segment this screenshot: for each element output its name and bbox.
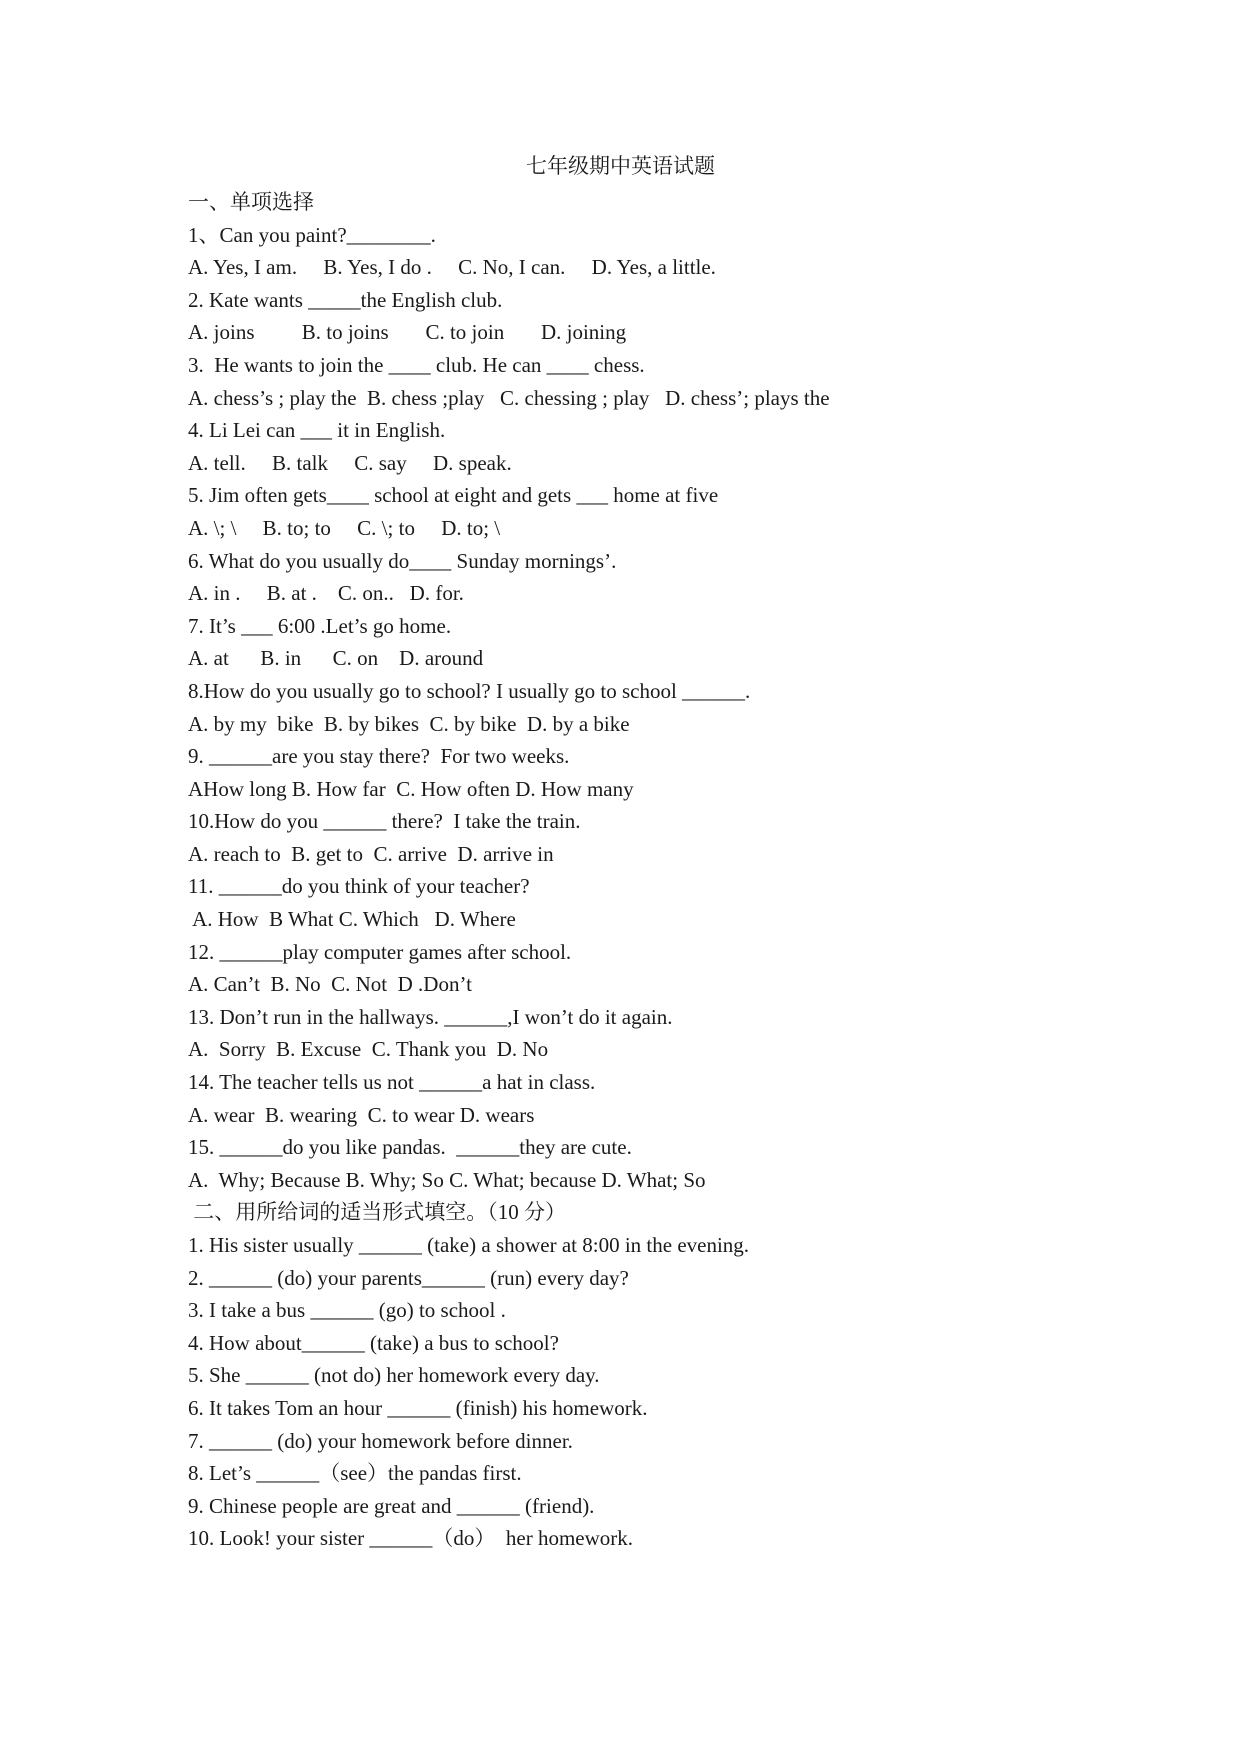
question-line: 3. I take a bus ______ (go) to school . bbox=[188, 1298, 506, 1323]
question-line: 14. The teacher tells us not ______a hat in class. bbox=[188, 1070, 596, 1095]
section2-questions bbox=[188, 1229, 1148, 1555]
question-line: 6. It takes Tom an hour ______ (finish) his homework. bbox=[188, 1395, 648, 1420]
question-line: A. by my bike B. by bikes C. by bike D. by a bike bbox=[188, 711, 630, 736]
question-line: 9. Chinese people are great and ______ (friend). bbox=[188, 1493, 595, 1518]
question-line: A. tell. B. talk C. say D. speak. bbox=[188, 450, 512, 475]
question-line: 5. Jim often gets____ school at eight and gets ___ home at five bbox=[188, 483, 719, 508]
question-line: 4. Li Lei can ___ it in English. bbox=[188, 418, 446, 443]
question-line: 7. It’s ___ 6:00 .Let’s go home. bbox=[188, 613, 452, 638]
question-line: 2. Kate wants _____the English club. bbox=[188, 287, 503, 312]
question-line: 6. What do you usually do____ Sunday mornings’. bbox=[188, 548, 617, 573]
question-line: A. reach to B. get to C. arrive D. arrive in bbox=[188, 841, 554, 866]
question-line: 10. Look! your sister ______（do） her homework. bbox=[188, 1526, 634, 1551]
exam-title: 七年级期中英语试题 bbox=[526, 154, 715, 178]
question-line: 7. ______ (do) your homework before dinner. bbox=[188, 1428, 573, 1453]
exam-content bbox=[188, 186, 1148, 1555]
section2-heading: 二、用所给词的适当形式填空。（10 分） bbox=[188, 1200, 566, 1225]
question-line: A. wear B. wearing C. to wear D. wears bbox=[188, 1102, 535, 1127]
question-line: A. Sorry B. Excuse C. Thank you D. No bbox=[188, 1037, 549, 1062]
question-line: 1、Can you paint?________. bbox=[188, 222, 436, 247]
question-line: A. \; \ B. to; to C. \; to D. to; \ bbox=[188, 515, 501, 540]
question-line: A. Why; Because B. Why; So C. What; because D. What; So bbox=[188, 1167, 706, 1192]
question-line: 9. ______are you stay there? For two weeks. bbox=[188, 744, 570, 769]
question-line: A. joins B. to joins C. to join D. joining bbox=[188, 320, 627, 345]
question-line: 13. Don’t run in the hallways. ______,I won’t do it again. bbox=[188, 1004, 673, 1029]
question-line: A. in . B. at . C. on.. D. for. bbox=[188, 581, 464, 606]
question-line: 4. How about______ (take) a bus to school? bbox=[188, 1330, 559, 1355]
question-line: 10.How do you ______ there? I take the train. bbox=[188, 809, 581, 834]
question-line: 11. ______do you think of your teacher? bbox=[188, 874, 530, 899]
question-line: 8.How do you usually go to school? I usually go to school ______. bbox=[188, 678, 751, 703]
question-line: A. at B. in C. on D. around bbox=[188, 646, 484, 671]
question-line: A. chess’s ; play the B. chess ;play C. chessing ; play D. chess’; plays the bbox=[188, 385, 830, 410]
question-line: 15. ______do you like pandas. ______they are cute. bbox=[188, 1135, 632, 1160]
section1-heading: 一、单项选择 bbox=[188, 190, 314, 214]
question-line: 1. His sister usually ______ (take) a shower at 8:00 in the evening. bbox=[188, 1233, 750, 1257]
question-line: 5. She ______ (not do) her homework every day. bbox=[188, 1363, 600, 1388]
question-line: 2. ______ (do) your parents______ (run) every day? bbox=[188, 1265, 629, 1290]
question-line: A. How B What C. Which D. Where bbox=[188, 907, 516, 932]
question-line: 8. Let’s ______（see）the pandas first. bbox=[188, 1461, 522, 1486]
question-line: A. Yes, I am. B. Yes, I do . C. No, I can. D. Yes, a little. bbox=[188, 255, 716, 280]
question-line: A. Can’t B. No C. Not D .Don’t bbox=[188, 972, 472, 997]
question-line: 3. He wants to join the ____ club. He can ____ chess. bbox=[188, 352, 645, 377]
question-line: AHow long B. How far C. How often D. How many bbox=[188, 776, 634, 801]
question-line: 12. ______play computer games after school. bbox=[188, 939, 572, 964]
section1-questions bbox=[188, 219, 1148, 1197]
